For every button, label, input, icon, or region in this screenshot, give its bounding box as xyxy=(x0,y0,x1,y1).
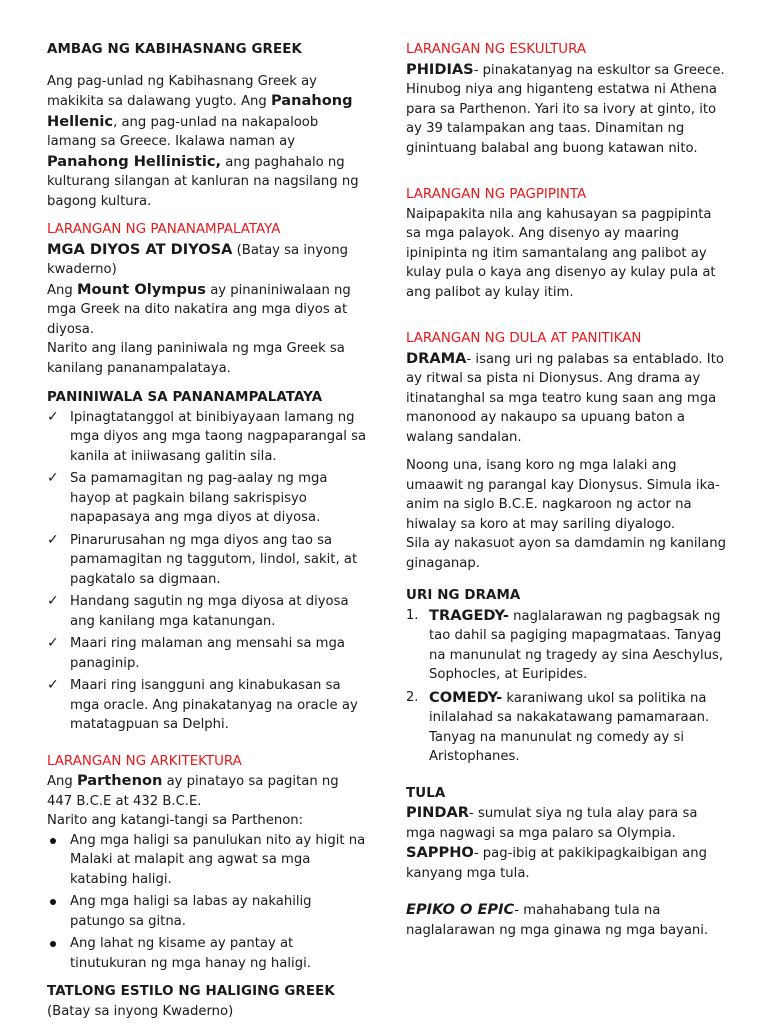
list-number: 1. xyxy=(406,607,419,623)
belief-list xyxy=(47,408,367,735)
bold-term: EPIKO O EPIC xyxy=(406,901,515,918)
epiko-paragraph xyxy=(406,900,728,940)
haligi-heading xyxy=(47,982,367,1021)
section-title-eskultura: LARANGAN NG ESKULTURA xyxy=(406,42,587,57)
koro-paragraph: Noong una, isang koro ng mga lalaki ang umaawit ng parangal kay Dionysus. Simula ika-anim na siglo B.C.E. nagkaroon ng actor na hiwalay sa koro at may sariling diyalogo. xyxy=(406,458,720,532)
olympus-paragraph xyxy=(47,280,367,340)
text: ay pinatayo sa pagitan ng 447 B.C.E at 432 B.C.E. xyxy=(47,774,339,809)
right-column xyxy=(406,40,728,940)
text: ay pinaniniwalaan ng mga Greek na dito nakatira ang mga diyos at diyosa. xyxy=(47,282,351,337)
list-item xyxy=(47,831,367,890)
diyos-subheading xyxy=(47,240,367,280)
section-title-pagpipinta: LARANGAN NG PAGPIPINTA xyxy=(406,187,587,202)
bullet-icon xyxy=(47,934,67,954)
text: (Batay sa inyong Kwaderno) xyxy=(47,1003,234,1019)
list-item xyxy=(47,592,367,631)
sappho-paragraph xyxy=(406,843,728,883)
parthenon-intro: Narito ang katangi-tangi sa Parthenon: xyxy=(47,813,304,828)
list-item-text: Ang lahat ng kisame ay pantay at tinutukuran ng mga hanay ng haligi. xyxy=(70,936,311,971)
section-title-ambag: AMBAG NG KABIHASNANG GREEK xyxy=(47,42,302,57)
text: Ang xyxy=(47,774,77,789)
list-item-text: Handang sagutin ng mga diyosa at diyosa ang kanilang mga katanungan. xyxy=(70,594,349,629)
list-item xyxy=(47,934,367,973)
bold-term: MGA DIYOS AT DIYOSA xyxy=(47,240,233,258)
list-item xyxy=(47,469,367,528)
list-item-text: Ang mga haligi sa labas ay nakahilig patungo sa gitna. xyxy=(70,894,312,929)
bold-term: Parthenon xyxy=(76,772,163,789)
list-item xyxy=(47,531,367,590)
bold-term: Mount Olympus xyxy=(76,280,206,298)
text: - pinakatanyag na eskultor sa Greece. Hinubog niya ang higanteng estatwa ni Athena para sa Parthenon. Yari ito sa ivory at ginto, ito ay 39 talampakan ang taas. Dinamitan ng ginintuang balabal ang buong katawan nito. xyxy=(406,62,725,156)
list-item xyxy=(406,606,728,685)
checkmark-icon: ✓ xyxy=(47,593,59,609)
bullet-icon xyxy=(47,892,67,912)
text: Ang xyxy=(47,282,77,298)
bold-term: COMEDY- xyxy=(429,688,503,706)
checkmark-icon: ✓ xyxy=(47,531,59,548)
bold-term: Panahong Hellenic xyxy=(47,92,353,130)
text: - isang uri ng palabas sa entablado. Ito ay ritwal sa pista ni Dionysus. Ang drama ay itinatanghal sa mga teatro kung saan ang mga manonood ay nakaupo sa upuang baton a walang sandalan. xyxy=(406,351,724,445)
list-item-text: Ipinagtatanggol at binibiyayaan lamang ng mga diyos ang mga taong nagpaparangal sa kanila at iniiwasang galitin sila. xyxy=(70,409,367,464)
bold-term: DRAMA xyxy=(406,349,467,367)
bullet-icon xyxy=(47,831,67,851)
bold-term: SAPPHO xyxy=(406,844,474,861)
kasuotan-paragraph: Sila ay nakasuot ayon sa damdamin ng kanilang ginaganap. xyxy=(406,536,726,571)
phidias-paragraph xyxy=(406,60,728,159)
list-item-text: Pinarurusahan ng mga diyos ang tao sa pamamagitan ng taggutom, lindol, sakit, at pagkatalo sa digmaan. xyxy=(70,532,358,587)
section-title-paniniwala: PANINIWALA SA PANANAMPALATAYA xyxy=(47,390,323,405)
ambag-paragraph xyxy=(47,72,367,212)
text: , ang pag-unlad na nakapaloob lamang sa Greece. Ikalawa naman ay xyxy=(47,114,319,149)
text: - mahahabang tula na naglalarawan ng mga ginawa ng mga bayani. xyxy=(406,903,709,938)
list-item xyxy=(47,408,367,467)
list-item-text: naglalarawan ng pagbagsak ng tao dahil sa pagiging mapagmataas. Tanyag na manunulat ng tragedy ay sina Aeschylus, Sophocles, at Euripides. xyxy=(429,608,724,682)
bold-term: Panahong Hellinistic, xyxy=(47,152,222,170)
list-number: 2. xyxy=(406,689,419,705)
checkmark-icon: ✓ xyxy=(47,677,59,693)
bold-term: TRAGEDY- xyxy=(429,606,509,624)
checkmark-icon: ✓ xyxy=(47,470,59,486)
pagpipinta-paragraph: Naipapakita nila ang kahusayan sa pagpipinta sa mga palayok. Ang disenyo ay maaring ipinipinta ng itim samantalang ang palibot ay kulay pula o kaya ang disenyo ay kulay pula at ang palibot ay kulay itim. xyxy=(406,206,716,300)
bold-term: TATLONG ESTILO NG HALIGING GREEK xyxy=(47,984,335,999)
list-item-text: Maari ring isangguni ang kinabukasan sa mga oracle. Ang pinakatanyag na oracle ay matatagpuan sa Delphi. xyxy=(70,678,358,732)
text: - sumulat siya ng tula alay para sa mga nagwagi sa mga palaro sa Olympia. xyxy=(406,806,698,841)
bold-term: PHIDIAS xyxy=(406,60,474,78)
drama-paragraph xyxy=(406,349,728,448)
list-item-text: karaniwang ukol sa politika na inilalahad sa nakakatawang pamamaraan. Tanyag na manunulat ng comedy ay si Aristophanes. xyxy=(429,690,710,764)
list-item xyxy=(47,676,367,735)
checkmark-icon: ✓ xyxy=(47,408,59,425)
parthenon-list xyxy=(47,831,367,974)
drama-types-list xyxy=(406,606,728,767)
section-title-dula: LARANGAN NG DULA AT PANITIKAN xyxy=(406,331,642,346)
text: - pag-ibig at pakikipagkaibigan ang kanyang mga tula. xyxy=(406,846,707,881)
list-item-text: Sa pamamagitan ng pag-aalay ng mga hayop at pagkain bilang sakrispisyo napapasaya ang mga diyos at diyosa. xyxy=(70,471,328,525)
list-item-text: Maari ring malaman ang mensahi sa mga panaginip. xyxy=(70,636,345,671)
section-title-pananampalataya: LARANGAN NG PANANAMPALATAYA xyxy=(47,222,281,237)
left-column xyxy=(47,40,367,1021)
list-item-text: Ang mga haligi sa panulukan nito ay higit na Malaki at malapit ang agwat sa mga katabing haligi. xyxy=(70,832,366,887)
bold-term: PINDAR xyxy=(406,804,469,821)
pindar-paragraph xyxy=(406,803,728,843)
text: ang paghahalo ng kulturang silangan at kanluran na nagsilang ng bagong kultura. xyxy=(47,154,359,209)
text: Ang pag-unlad ng Kabihasnang Greek ay makikita sa dalawang yugto. Ang xyxy=(47,73,317,109)
list-item xyxy=(47,634,367,673)
checkmark-icon: ✓ xyxy=(47,635,59,651)
list-item xyxy=(47,892,367,931)
section-title-arkitektura: LARANGAN NG ARKITEKTURA xyxy=(47,753,242,769)
parthenon-paragraph xyxy=(47,771,367,811)
text: (Batay sa inyong kwaderno) xyxy=(47,242,348,277)
list-item xyxy=(406,688,728,767)
paniniwala-intro: Narito ang ilang paniniwala ng mga Greek sa kanilang pananampalataya. xyxy=(47,341,345,376)
section-title-tula: TULA xyxy=(406,785,446,801)
section-title-uri-ng-drama: URI NG DRAMA xyxy=(406,588,521,603)
